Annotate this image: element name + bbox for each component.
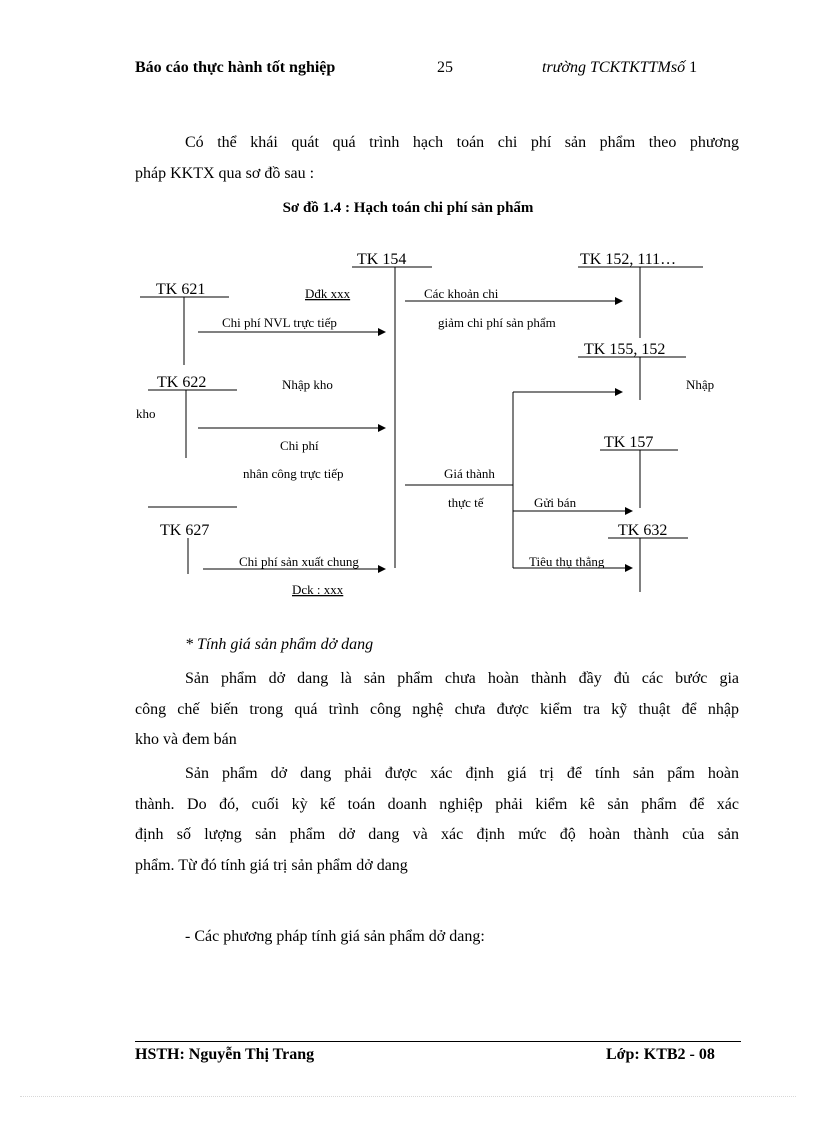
page-number: 25	[437, 59, 453, 76]
header-school-name: trường TCKTKTTMsố	[542, 59, 686, 76]
material-cost-label: Chi phí NVL trực tiếp	[222, 315, 337, 330]
wip-valuation-paragraph	[135, 759, 739, 881]
intro-line-1: Có thể khái quát quá trình hạch toán chi phí sản phẩm theo phương	[185, 134, 739, 151]
actual-cost-label-2: thực tế	[448, 495, 484, 510]
para2-line-1: Sản phẩm dở dang phải được xác định giá trị để tính sản pẩm hoàn	[185, 765, 739, 782]
closing-balance-label: Dck : xxx	[292, 582, 344, 597]
tk155-label: TK 155, 152	[584, 341, 666, 358]
page-bottom-border	[20, 1096, 796, 1097]
footer-class: Lớp: KTB2 - 08	[606, 1046, 715, 1063]
warehouse-import-label: Nhập kho	[282, 377, 333, 392]
para1-line-2: công chế biến trong quá trình công nghệ chưa được kiểm tra kỹ thuật để nhập	[135, 700, 739, 718]
tk152-label: TK 152, 111…	[580, 251, 677, 268]
wip-definition-paragraph	[135, 664, 739, 756]
warehouse-left-label: kho	[136, 406, 156, 421]
wip-subheading: * Tính giá sản phẩm dở dang	[185, 636, 374, 653]
para2-line-2: thành. Do đó, cuối kỳ kế toán doanh nghiệp phải kiểm kê sản phẩm để xác	[135, 795, 739, 813]
tk157-label: TK 157	[604, 434, 654, 451]
methods-bullet: - Các phương pháp tính giá sản phẩm dở dang:	[185, 928, 485, 945]
tk622-label: TK 622	[157, 374, 207, 391]
tk627-label: TK 627	[160, 522, 210, 539]
intro-line-2: pháp KKTX qua sơ đồ sau :	[135, 164, 315, 182]
actual-cost-label-1: Giá thành	[444, 466, 495, 481]
tk632-label: TK 632	[618, 522, 668, 539]
opening-balance-label: Dđk xxx	[305, 286, 351, 301]
diagram-title: Sơ đồ 1.4 : Hạch toán chi phí sản phẩm	[282, 200, 534, 216]
header-school-number: 1	[689, 59, 698, 76]
tk621-label: TK 621	[156, 281, 206, 298]
reduction-label-2: giảm chi phí sản phẩm	[438, 315, 556, 330]
tk154-label: TK 154	[357, 251, 407, 268]
overhead-cost-label: Chi phí sản xuất chung	[239, 554, 359, 569]
footer-student: HSTH: Nguyễn Thị Trang	[135, 1046, 315, 1063]
consignment-label: Gửi bán	[534, 495, 577, 510]
header-report-title: Báo cáo thực hành tốt nghiệp	[135, 59, 336, 76]
direct-sale-label: Tiêu thụ thẳng	[529, 554, 605, 569]
import-right-label: Nhập	[686, 377, 715, 392]
footer-divider	[135, 1041, 741, 1042]
labor-cost-label-1: Chi phí	[280, 438, 319, 453]
para1-line-3: kho và đem bán	[135, 731, 237, 748]
labor-cost-label-2: nhân công trực tiếp	[243, 466, 344, 481]
para2-line-4: phẩm. Từ đó tính giá trị sản phẩm dở dang	[135, 856, 408, 874]
reduction-label-1: Các khoản chi	[424, 286, 499, 301]
para2-line-3: định số lượng sản phẩm dở dang và xác định mức độ hoàn thành của sản	[135, 826, 739, 843]
para1-line-1: Sản phẩm dở dang là sản phẩm chưa hoàn thành đầy đủ các bước gia	[185, 670, 739, 687]
